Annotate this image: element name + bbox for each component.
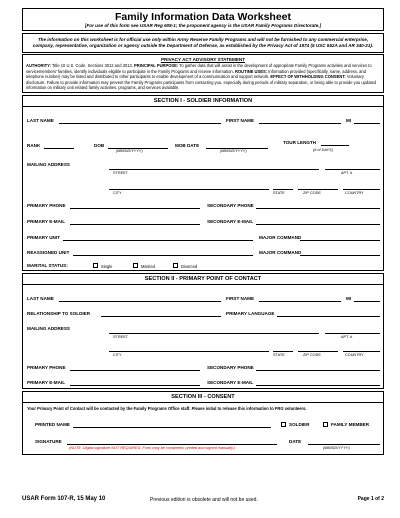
poc-zip-field[interactable] bbox=[298, 351, 338, 352]
single-checkbox[interactable] bbox=[93, 263, 98, 268]
soldier-label: SOLDIER bbox=[289, 422, 310, 428]
poc-apt-field[interactable] bbox=[325, 333, 380, 334]
tour-length-field[interactable] bbox=[321, 145, 349, 146]
privacy-body: AUTHORITY: Title 10 U.S. Code, Sections 3012 and 3013. PRINCIPAL PURPOSE: To gather data that will assist in the development of appropriate Family Programs activities and services to servicemembers' families, identify individuals eligible to participate in the Family Programs and receive information. ROUTINE USES: Information provided (specifically, name, address, and telephone number) may be listed and distributed to other participants to enable development of a communication and support network. EFFECT OF WITHHOLDING CONSENT: Voluntary disclosure. Failure to provide information may prevent the Family Programs participants from contacting you, especially during periods of military separation, or being able to provide you updated information on military unit related family activities, programs, and services available. bbox=[26, 63, 377, 91]
zip-caption: ZIP CODE bbox=[303, 191, 321, 196]
divorced-label: Divorced bbox=[181, 264, 198, 270]
date-field[interactable] bbox=[308, 444, 380, 445]
form-header bbox=[22, 8, 384, 31]
poc-street-field[interactable] bbox=[109, 333, 319, 334]
section1-title: SECTION I - SOLDIER INFORMATION bbox=[23, 96, 383, 107]
poc-state-field[interactable] bbox=[273, 351, 293, 352]
consent-text: Your Primary Point of Contact will be contacted by the Family Programs Office staff. Please initial to release this information to FRG volunteers. bbox=[27, 406, 307, 412]
page-number: Page 1 of 2 bbox=[357, 496, 384, 502]
major-command-field-2[interactable] bbox=[300, 255, 380, 256]
form-title: Family Information Data Worksheet bbox=[114, 11, 291, 23]
form-id: USAR Form 107-R, 15 May 10 bbox=[22, 496, 106, 502]
secondary-phone-field[interactable] bbox=[256, 208, 380, 209]
printed-name-label: PRINTED NAME bbox=[35, 422, 70, 428]
section-soldier-info bbox=[22, 95, 384, 271]
poc-state-caption: STATE bbox=[273, 353, 285, 358]
form-subtitle: [For use of this form see USAR Reg 608-1; the proponent agency is the USAR Family Programs Directorate.] bbox=[84, 23, 322, 28]
city-field[interactable] bbox=[109, 189, 269, 190]
poc-primary-phone-field[interactable] bbox=[70, 370, 200, 371]
primary-unit-label: PRIMARY UNIT bbox=[27, 235, 60, 241]
section-primary-contact bbox=[22, 273, 384, 389]
married-label: Married bbox=[141, 264, 155, 270]
poc-secondary-email-label: SECONDARY E-MAIL bbox=[207, 380, 254, 386]
poc-primary-email-label: PRIMARY E-MAIL bbox=[27, 380, 66, 386]
dob-label: DOB bbox=[94, 143, 105, 149]
state-field[interactable] bbox=[273, 189, 293, 190]
signature-field[interactable] bbox=[67, 444, 277, 445]
poc-city-field[interactable] bbox=[109, 351, 269, 352]
poc-street-caption: STREET bbox=[113, 335, 128, 340]
privacy-act-statement bbox=[22, 54, 384, 93]
reassigned-unit-field[interactable] bbox=[73, 255, 253, 256]
poc-first-name-label: FIRST NAME bbox=[226, 296, 255, 302]
primary-unit-field[interactable] bbox=[63, 240, 253, 241]
soldier-checkbox[interactable] bbox=[281, 422, 286, 427]
relationship-label: RELATIONSHIP TO SOLDIER bbox=[27, 311, 91, 317]
primary-language-label: PRIMARY LANGUAGE bbox=[226, 311, 275, 317]
poc-apt-caption: APT. # bbox=[341, 335, 353, 340]
poc-mi-label: MI bbox=[346, 296, 352, 302]
poc-last-name-field[interactable] bbox=[59, 301, 221, 302]
primary-phone-field[interactable] bbox=[70, 208, 200, 209]
poc-secondary-phone-label: SECONDARY PHONE bbox=[207, 365, 254, 371]
poc-zip-caption: ZIP CODE bbox=[303, 353, 321, 358]
rank-label: RANK bbox=[27, 143, 41, 149]
married-checkbox[interactable] bbox=[133, 263, 138, 268]
apt-caption: APT. # bbox=[341, 171, 353, 176]
mob-date-label: MOB DATE bbox=[175, 143, 200, 149]
poc-mailing-address-label: MAILING ADDRESS bbox=[27, 326, 70, 332]
poc-first-name-field[interactable] bbox=[259, 301, 341, 302]
country-caption: COUNTRY bbox=[345, 191, 364, 196]
first-name-field[interactable] bbox=[259, 123, 341, 124]
signature-label: SIGNATURE bbox=[35, 439, 62, 445]
last-name-field[interactable] bbox=[59, 123, 221, 124]
street-field[interactable] bbox=[109, 169, 319, 170]
mi-label: MI bbox=[346, 118, 352, 124]
family-member-label: FAMILY MEMBER bbox=[331, 422, 370, 428]
state-caption: STATE bbox=[273, 191, 285, 196]
tour-length-format: (# of DAYS) bbox=[313, 148, 333, 153]
poc-primary-phone-label: PRIMARY PHONE bbox=[27, 365, 66, 371]
major-command-label-1: MAJOR COMMAND bbox=[259, 235, 302, 241]
dob-format: (MM/DD/YYYY) bbox=[116, 149, 143, 154]
poc-city-caption: CITY bbox=[113, 353, 122, 358]
primary-email-label: PRIMARY E-MAIL bbox=[27, 219, 66, 225]
zip-field[interactable] bbox=[298, 189, 338, 190]
privacy-heading: PRIVACY ACT ADVISORY STATEMENT bbox=[160, 57, 246, 62]
mailing-address-label: MAILING ADDRESS bbox=[27, 162, 70, 168]
mi-field[interactable] bbox=[354, 123, 380, 124]
poc-secondary-phone-field[interactable] bbox=[256, 370, 380, 371]
secondary-email-label: SECONDARY E-MAIL bbox=[207, 219, 254, 225]
edition-note: Previous edition is obsolete and will not be used. bbox=[150, 497, 258, 503]
secondary-email-field[interactable] bbox=[256, 224, 380, 225]
date-label: DATE bbox=[289, 439, 302, 445]
official-use-notice: The information on this worksheet is for official use only within Army Reserve Family Programs and will not be furnished to any commercial enterprise, company, representative, organization or agency outside the Department of Defense, as established by the Privacy Act of 1974 (5 USC 552A and AR 340-21). bbox=[22, 33, 384, 53]
poc-primary-email-field[interactable] bbox=[70, 385, 200, 386]
single-label: Single bbox=[101, 264, 113, 270]
primary-phone-label: PRIMARY PHONE bbox=[27, 203, 66, 209]
secondary-phone-label: SECONDARY PHONE bbox=[207, 203, 254, 209]
marital-status-label: MARITAL STATUS: bbox=[27, 263, 68, 269]
poc-mi-field[interactable] bbox=[354, 301, 380, 302]
reassigned-unit-label: REASSIGNED UNIT bbox=[27, 250, 70, 256]
form-page bbox=[22, 8, 384, 503]
mob-date-format: (MM/DD/YYYY) bbox=[220, 149, 247, 154]
major-command-label-2: MAJOR COMMAND bbox=[259, 250, 302, 256]
poc-country-field[interactable] bbox=[343, 351, 380, 352]
primary-language-field[interactable] bbox=[277, 316, 380, 317]
poc-country-caption: COUNTRY bbox=[345, 353, 364, 358]
street-caption: STREET bbox=[113, 171, 128, 176]
tour-length-label: TOUR LENGTH bbox=[283, 140, 317, 146]
country-field[interactable] bbox=[343, 189, 380, 190]
poc-secondary-email-field[interactable] bbox=[256, 385, 380, 386]
last-name-label: LAST NAME bbox=[27, 118, 54, 124]
section2-title: SECTION II - PRIMARY POINT OF CONTACT bbox=[23, 274, 383, 285]
rank-field[interactable] bbox=[44, 148, 74, 149]
primary-email-field[interactable] bbox=[70, 224, 200, 225]
major-command-field-1[interactable] bbox=[300, 240, 380, 241]
section-consent bbox=[22, 391, 384, 455]
poc-last-name-label: LAST NAME bbox=[27, 296, 54, 302]
signature-note: (NOTE: Digital signature NOT REQUIRED. Form may be completed, printed and signed manually.) bbox=[69, 446, 235, 451]
section3-title: SECTION III - CONSENT bbox=[23, 392, 383, 403]
divorced-checkbox[interactable] bbox=[173, 263, 178, 268]
first-name-label: FIRST NAME bbox=[226, 118, 255, 124]
family-member-checkbox[interactable] bbox=[323, 422, 328, 427]
city-caption: CITY bbox=[113, 191, 122, 196]
relationship-field[interactable] bbox=[101, 316, 221, 317]
apt-field[interactable] bbox=[325, 169, 380, 170]
date-format: (MM/DD/YYYY) bbox=[323, 446, 350, 451]
printed-name-field[interactable] bbox=[73, 427, 271, 428]
